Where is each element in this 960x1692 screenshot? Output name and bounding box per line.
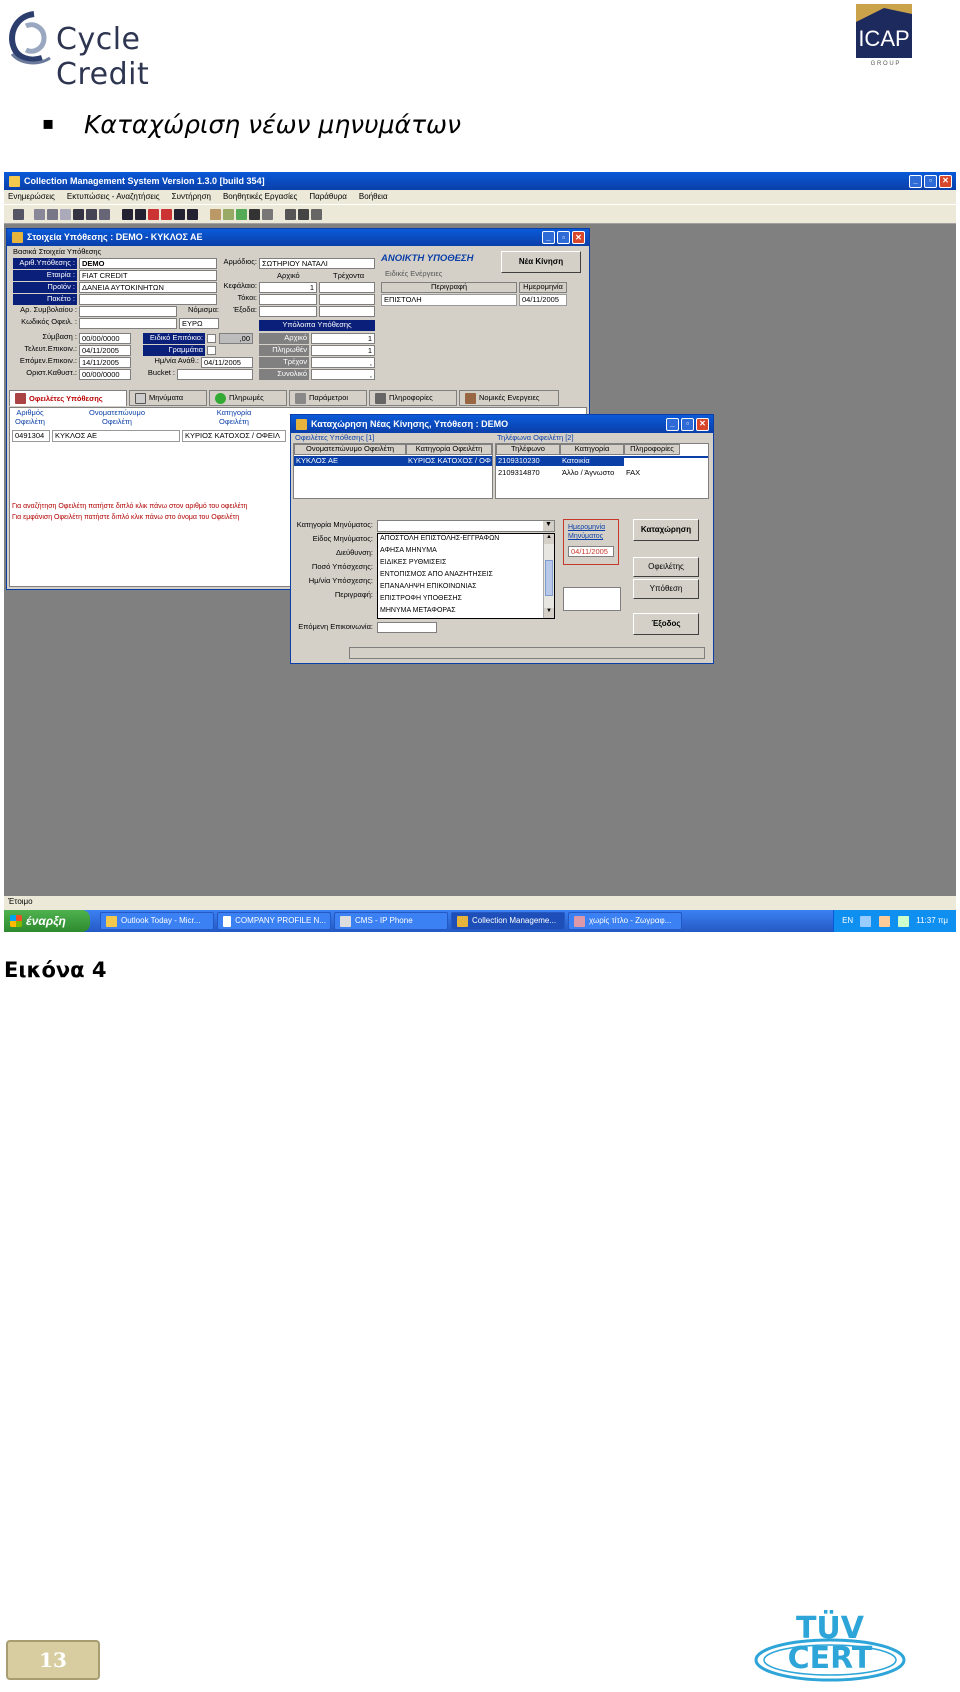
dialog-phones-grid bbox=[495, 443, 709, 499]
paint-icon bbox=[574, 916, 585, 927]
maximize-icon[interactable]: ▫ bbox=[924, 175, 937, 188]
save-icon[interactable] bbox=[73, 209, 84, 220]
debtor-row-no[interactable]: 0491304 bbox=[12, 430, 50, 442]
dialog-close-icon[interactable]: ✕ bbox=[696, 418, 709, 431]
task-company-profile[interactable]: COMPANY PROFILE N... bbox=[217, 912, 331, 930]
dialog-title: Καταχώρηση Νέας Κίνησης, Υπόθεση : DEMO bbox=[311, 418, 509, 429]
phone-row-2-info[interactable]: FAX bbox=[626, 468, 641, 477]
scroll-down-icon[interactable]: ▼ bbox=[544, 608, 554, 618]
special-interest-check[interactable] bbox=[207, 334, 216, 343]
final-sett-field[interactable]: 00/00/0000 bbox=[79, 369, 131, 380]
taskbar bbox=[4, 910, 956, 932]
tag-icon[interactable] bbox=[223, 209, 234, 220]
event-row-desc[interactable]: ΕΠΙΣΤΟΛΗ bbox=[381, 294, 517, 306]
case-button[interactable]: Υπόθεση bbox=[633, 579, 699, 599]
final-sett-label: Οριστ.Καθυστ.: bbox=[26, 368, 77, 377]
edit-icon[interactable] bbox=[210, 209, 221, 220]
dialog-debtors-header-name: Ονοματεπώνυμο Οφειλέτη bbox=[294, 444, 406, 455]
section-heading: Καταχώριση νέων μηνυμάτων bbox=[84, 110, 461, 139]
menu-item-tools[interactable]: Βοηθητικές Εργασίες bbox=[222, 192, 298, 201]
cycle-credit-swirl-icon bbox=[4, 8, 58, 66]
date-assigned-label: Ημ/νία Ανάθ.: bbox=[154, 356, 199, 365]
case-close-icon[interactable]: ✕ bbox=[572, 231, 585, 244]
expenses-initial-field[interactable] bbox=[259, 306, 317, 317]
expenses-current-field[interactable] bbox=[319, 306, 375, 317]
description-field[interactable] bbox=[563, 587, 621, 611]
case-no-field[interactable]: DEMO bbox=[79, 258, 217, 269]
date-assigned-field[interactable]: 04/11/2005 bbox=[201, 357, 253, 368]
dialog-status-field bbox=[349, 647, 705, 659]
msg-date-label: Ημερομηνία Μηνύματος bbox=[568, 524, 606, 540]
case-tabs bbox=[9, 390, 587, 406]
interest-initial-field[interactable] bbox=[259, 294, 317, 305]
amount-label: Ποσό Υπόσχεσης: bbox=[311, 562, 373, 571]
save-all-icon[interactable] bbox=[86, 209, 97, 220]
lang-indicator[interactable]: EN bbox=[842, 916, 854, 925]
menu-item-help[interactable]: Βοήθεια bbox=[358, 192, 388, 201]
company-label: Εταιρία : bbox=[13, 270, 77, 281]
tuv-cert-text: TÜV CERT bbox=[787, 1611, 873, 1676]
case-window-titlebar bbox=[7, 229, 589, 246]
bal-total-field[interactable]: , bbox=[311, 369, 375, 380]
phone-row-1-cat[interactable]: Κατοικία bbox=[560, 456, 624, 466]
menu-item-windows[interactable]: Παράθυρα bbox=[309, 192, 347, 201]
table-icon[interactable] bbox=[298, 209, 309, 220]
agreement-field[interactable]: 00/00/0000 bbox=[79, 333, 131, 344]
outlook-icon bbox=[106, 916, 117, 927]
scroll-thumb[interactable] bbox=[545, 560, 553, 596]
exit-button[interactable]: Έξοδος bbox=[633, 613, 699, 635]
tab-messages-icon bbox=[135, 393, 146, 404]
dropdown-scrollbar[interactable] bbox=[543, 534, 554, 618]
start-label: έναρξη bbox=[26, 914, 66, 928]
last-record-icon[interactable] bbox=[187, 209, 198, 220]
logo-right-sub: G R O U P bbox=[870, 61, 900, 67]
category-combo[interactable] bbox=[377, 520, 555, 532]
category-option-7[interactable]: ΜΗΝΥΜΑ ΜΕΤΑΦΟΡΑΣ bbox=[380, 607, 456, 614]
word-icon bbox=[223, 916, 231, 927]
next-contact-label: Επόμεν.Επικοιν.: bbox=[19, 356, 77, 365]
msg-date-box bbox=[563, 519, 619, 565]
capital-label: Κεφάλαιο: bbox=[223, 281, 257, 290]
logo-left-text: Cycle Credit bbox=[56, 22, 150, 92]
dialog-debtors-title: Οφειλέτες Υπόθεσης [1] bbox=[295, 433, 375, 442]
currency-field[interactable]: ΕΥΡΩ bbox=[179, 318, 219, 329]
bucket-field[interactable] bbox=[177, 369, 253, 380]
last-contact-label: Τελευτ.Επικοιν.: bbox=[24, 344, 77, 353]
tab-info[interactable]: Πληροφορίες bbox=[369, 390, 457, 406]
current-col-label: Τρέχοντα bbox=[333, 271, 365, 280]
tab-parameters-icon bbox=[295, 393, 306, 404]
first-record-icon[interactable] bbox=[122, 209, 133, 220]
case-window-title: Στοιχεία Υπόθεσης : DEMO - ΚΥΚΛΟΣ ΑΕ bbox=[27, 232, 203, 242]
debtor-header-no: Αριθμός Οφειλέτη bbox=[10, 408, 50, 428]
tab-legal[interactable]: Νομικές Ενεργειες bbox=[459, 390, 559, 406]
phone-icon bbox=[340, 916, 351, 927]
bullet: ▪ bbox=[42, 113, 55, 134]
next-record-icon[interactable] bbox=[174, 209, 185, 220]
phone-row-1-number[interactable]: 2109310230 bbox=[496, 456, 560, 466]
officer-label: Αρμόδιος: bbox=[223, 257, 257, 266]
users-icon[interactable] bbox=[262, 209, 273, 220]
delete-icon[interactable] bbox=[60, 209, 71, 220]
category-dropdown-list bbox=[377, 533, 555, 619]
address-label: Διεύθυνση: bbox=[335, 548, 373, 557]
tab-parameters[interactable]: Παράμετροι bbox=[289, 390, 367, 406]
category-combo-arrow-icon[interactable]: ▼ bbox=[543, 521, 554, 531]
dialog-minimize-icon[interactable]: _ bbox=[666, 418, 679, 431]
dialog-debtors-header-cat: Κατηγορία Οφειλέτη bbox=[406, 444, 492, 455]
next-contact-dialog-field[interactable] bbox=[377, 622, 437, 633]
app-icon bbox=[9, 176, 20, 187]
windows-logo-icon bbox=[10, 915, 22, 927]
new-move-dialog bbox=[290, 414, 714, 664]
msg-date-field[interactable]: 04/11/2005 bbox=[568, 546, 614, 557]
product-field[interactable]: ΔΑΝΕΙΑ ΑΥΤΟΚΙΝΗΤΩΝ bbox=[79, 282, 217, 293]
bal-paid-field[interactable]: 1 bbox=[311, 345, 375, 356]
figure-caption: Εικόνα 4 bbox=[4, 958, 107, 982]
app-title: Collection Management System Version 1.3.0 [build 354] bbox=[24, 175, 265, 186]
bal-total-label: Συνολικό bbox=[259, 369, 309, 380]
event-row-date[interactable]: 04/11/2005 bbox=[519, 294, 567, 306]
description-label: Περιγραφή: bbox=[334, 590, 373, 599]
icap-logo bbox=[856, 4, 916, 70]
special-interest-label: Ειδικό Επιτόκιο: bbox=[143, 333, 205, 344]
dialog-debtors-grid bbox=[293, 443, 493, 499]
menu-item-updates[interactable]: Ενημερώσεις bbox=[8, 192, 55, 201]
back-icon[interactable] bbox=[148, 209, 159, 220]
task-cms-phone[interactable]: CMS - IP Phone bbox=[334, 912, 448, 930]
dialog-titlebar bbox=[291, 415, 713, 433]
bal-initial-label: Αρχικό bbox=[259, 333, 309, 344]
capital-current-field[interactable] bbox=[319, 282, 375, 293]
tiles-icon[interactable] bbox=[285, 209, 296, 220]
contract-label: Αρ. Συμβολαίου : bbox=[20, 305, 77, 314]
menu-item-prints[interactable]: Εκτυπώσεις - Αναζητήσεις bbox=[66, 192, 160, 201]
tab-payments-icon bbox=[215, 393, 226, 404]
cycle-credit-logo bbox=[4, 8, 234, 92]
minimize-icon[interactable]: _ bbox=[909, 175, 922, 188]
print-icon[interactable] bbox=[13, 209, 24, 220]
case-no-label: Αριθ.Υπόθεσης : bbox=[13, 258, 77, 269]
category-label: Κατηγορία Μηνύματος: bbox=[296, 520, 373, 529]
forward-icon[interactable] bbox=[161, 209, 172, 220]
debtor-header-name: Ονοματεπώνυμο Οφειλέτη bbox=[54, 408, 180, 428]
app-screenshot bbox=[4, 172, 956, 932]
menu-item-maintenance[interactable]: Συντήρηση bbox=[171, 192, 211, 201]
phones-header-info: Πληροφορίες bbox=[624, 444, 680, 455]
search-icon[interactable] bbox=[249, 209, 260, 220]
tab-legal-icon bbox=[465, 393, 476, 404]
phones-header-number: Τηλέφωνο bbox=[496, 444, 560, 455]
capital-initial-field[interactable]: 1 bbox=[259, 282, 317, 293]
debtor-button[interactable]: Οφειλέτης bbox=[633, 557, 699, 577]
tray-icon-2[interactable] bbox=[879, 916, 890, 927]
type-label: Είδος Μηνύματος: bbox=[312, 534, 373, 543]
phone-row-2-number[interactable]: 2109314870 bbox=[498, 468, 540, 477]
tray-icon-1[interactable] bbox=[860, 916, 871, 927]
promise-date-label: Ημ/νία Υπόσχεσης: bbox=[308, 576, 373, 585]
app-status-text: Έτοιμο bbox=[8, 897, 33, 906]
icap-swoosh-icon bbox=[856, 4, 912, 24]
special-events-label: Ειδικές Ενέργειες bbox=[385, 269, 443, 278]
bal-current-field[interactable]: , bbox=[311, 357, 375, 368]
dialog-maximize-icon[interactable]: ▫ bbox=[681, 418, 694, 431]
menu-bar bbox=[4, 190, 956, 204]
debtor-header-cat: Κατηγορία Οφειλέτη bbox=[184, 408, 284, 428]
letters-label: Γραμμάτια bbox=[143, 345, 205, 356]
bucket-label: Bucket : bbox=[147, 368, 175, 377]
paste-icon[interactable] bbox=[47, 209, 58, 220]
icap-logo-box bbox=[856, 4, 912, 58]
case-maximize-icon[interactable]: ▫ bbox=[557, 231, 570, 244]
interest-label: Τόκοι: bbox=[237, 293, 257, 302]
next-contact-field[interactable]: 14/11/2005 bbox=[79, 357, 131, 368]
currency-label: Νόμισμα: bbox=[188, 305, 219, 314]
prev-record-icon[interactable] bbox=[135, 209, 146, 220]
next-contact-dialog-label: Επόμενη Επικοινωνία: bbox=[298, 622, 373, 631]
events-header-desc: Περιγραφή bbox=[381, 282, 517, 293]
task-collection[interactable]: Collection Manageme... bbox=[451, 912, 565, 930]
interest-current-field[interactable] bbox=[319, 294, 375, 305]
phones-header-cat: Κατηγορία bbox=[560, 444, 624, 455]
clock: 11:37 πμ bbox=[916, 916, 948, 925]
debtor-row-name[interactable]: ΚΥΚΛΟΣ ΑΕ bbox=[52, 430, 180, 442]
phone-row-2-cat[interactable]: Άλλο / Άγνωστο bbox=[562, 468, 615, 477]
tab-payments[interactable]: Πληρωμές bbox=[209, 390, 287, 406]
tab-debtors[interactable]: Οφειλέτες Υπόθεσης bbox=[9, 390, 127, 406]
bal-paid-label: Πληρωθέν bbox=[259, 345, 309, 356]
scroll-up-icon[interactable]: ▲ bbox=[544, 534, 554, 544]
page-number: 13 bbox=[39, 1648, 67, 1672]
debtor-code-field[interactable] bbox=[79, 318, 177, 329]
debtor-row-cat[interactable]: ΚΥΡΙΟΣ ΚΑΤΟΧΟΣ / ΟΦΕΙΛ bbox=[182, 430, 286, 442]
person-icon[interactable] bbox=[236, 209, 247, 220]
special-interest-field[interactable]: ,00 bbox=[219, 333, 253, 344]
debtor-code-label: Κωδικός Οφειλ. : bbox=[21, 317, 77, 326]
save-button[interactable]: Καταχώρηση bbox=[633, 519, 699, 541]
task-paint[interactable]: χωρίς τίτλο - Ζωγραφ... bbox=[568, 912, 682, 930]
initial-col-label: Αρχικό bbox=[277, 271, 300, 280]
toolbar bbox=[4, 204, 956, 224]
hint-show: Για εμφάνιση Οφειλέτη πατήστε διπλό κλικ πάνω στο όνομα του Οφειλέτη bbox=[12, 514, 240, 521]
tray-icon-3[interactable] bbox=[898, 916, 909, 927]
dialog-icon bbox=[296, 419, 307, 430]
case-minimize-icon[interactable]: _ bbox=[542, 231, 555, 244]
product-label: Προϊόν : bbox=[13, 282, 77, 293]
bal-initial-field[interactable]: 1 bbox=[311, 333, 375, 344]
agreement-label: Σύμβαση : bbox=[42, 332, 77, 341]
bal-current-label: Τρέχον bbox=[259, 357, 309, 368]
exit-icon[interactable] bbox=[311, 209, 322, 220]
hint-search: Για αναζήτηση Οφειλέτη πατήστε διπλό κλικ πάνω στον αριθμό του οφειλέτη bbox=[12, 503, 248, 510]
app-statusbar bbox=[4, 896, 956, 910]
package-field[interactable] bbox=[79, 294, 217, 305]
letters-check[interactable] bbox=[207, 346, 216, 355]
page-number-badge bbox=[6, 1640, 100, 1680]
case-section-label: Βασικά Στοιχεία Υπόθεσης bbox=[13, 247, 102, 256]
app-titlebar bbox=[4, 172, 956, 190]
start-button[interactable] bbox=[4, 910, 90, 932]
officer-field[interactable]: ΣΩΤΗΡΙΟΥ ΝΑΤΑΛΙ bbox=[259, 258, 375, 269]
category-option-3[interactable]: ΕΙΔΙΚΕΣ ΡΥΘΜΙΣΕΙΣ bbox=[380, 559, 447, 566]
phone-row-1-info[interactable] bbox=[624, 456, 708, 458]
new-move-button[interactable]: Νέα Κίνηση bbox=[501, 251, 581, 273]
tab-messages[interactable]: Μηνύματα bbox=[129, 390, 207, 406]
dialog-phones-title: Τηλέφωνα Οφειλέτη [2] bbox=[497, 433, 574, 442]
case-status-title: ΑΝΟΙΚΤΗ ΥΠΟΘΕΣΗ bbox=[381, 253, 474, 264]
task-outlook[interactable]: Outlook Today - Micr... bbox=[100, 912, 214, 930]
category-option-2[interactable]: ΑΦΗΣΑ ΜΗΝΥΜΑ bbox=[380, 547, 437, 554]
case-window-icon bbox=[12, 232, 23, 243]
expenses-label: Έξοδα: bbox=[233, 305, 257, 314]
events-header-date: Ημερομηνία bbox=[519, 282, 567, 293]
category-option-6[interactable]: ΕΠΙΣΤΡΟΦΗ ΥΠΟΘΕΣΗΣ bbox=[380, 595, 462, 602]
tuv-cert-logo bbox=[752, 1610, 908, 1686]
dialog-debtor-row-name[interactable]: ΚΥΚΛΟΣ ΑΕ bbox=[294, 456, 406, 466]
last-contact-field[interactable]: 04/11/2005 bbox=[79, 345, 131, 356]
category-option-4[interactable]: ΕΝΤΟΠΙΣΜΟΣ ΑΠΟ ΑΝΑΖΗΤΗΣΕΙΣ bbox=[380, 571, 493, 578]
package-label: Πακέτο : bbox=[13, 294, 77, 305]
close-icon[interactable]: ✕ bbox=[939, 175, 952, 188]
category-option-5[interactable]: ΕΠΑΝΑΛΗΨΗ ΕΠΙΚΟΙΝΩΝΙΑΣ bbox=[380, 583, 477, 590]
tab-debtors-icon bbox=[15, 393, 26, 404]
logo-right-text: ICAP bbox=[858, 26, 910, 51]
copy-icon[interactable] bbox=[34, 209, 45, 220]
cms-icon bbox=[457, 916, 468, 927]
system-tray bbox=[833, 910, 956, 932]
category-option-1[interactable]: ΑΠΟΣΤΟΛΗ ΕΠΙΣΤΟΛΗΣ-ΕΓΓΡΑΦΩΝ bbox=[380, 535, 500, 542]
dialog-debtor-row-cat[interactable]: ΚΥΡΙΟΣ ΚΑΤΟΧΟΣ / ΟΦ bbox=[408, 456, 491, 465]
balance-header: Υπόλοιπα Υπόθεσης bbox=[259, 320, 375, 331]
tab-info-icon bbox=[375, 393, 386, 404]
company-field[interactable]: FIAT CREDIT bbox=[79, 270, 217, 281]
grid-icon[interactable] bbox=[99, 209, 110, 220]
